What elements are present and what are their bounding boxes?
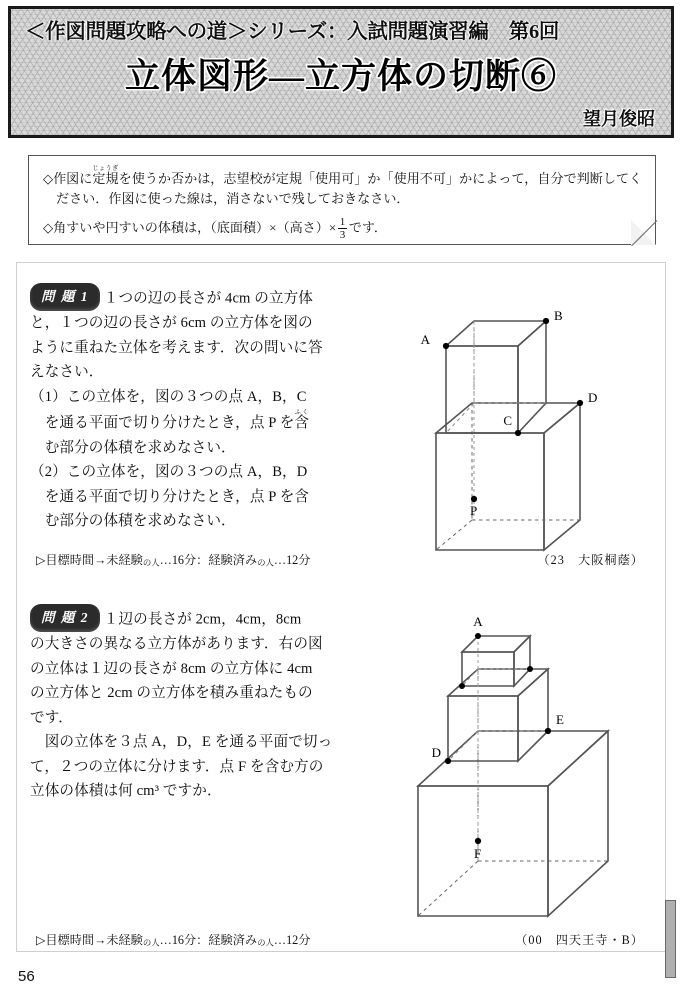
vertex-b-dot — [543, 318, 549, 324]
target-time-mid: …16分：経験済み — [159, 553, 258, 567]
problem-2-source: （00 四天王寺・B） — [515, 933, 644, 947]
figure-2-label-d: D — [431, 745, 441, 760]
author-name: 望月俊昭 — [583, 109, 655, 129]
vertex-d-dot — [577, 400, 583, 406]
problem-1-sub-2-number: （2） — [30, 464, 67, 481]
page-number: 56 — [18, 968, 35, 985]
problem-1-sub-1-body — [67, 385, 382, 410]
ruby-base: 定規 — [92, 171, 119, 186]
bottom-cube-front-face — [436, 433, 544, 550]
problem-1-block — [30, 283, 382, 534]
notice-text-pre: ◇作図に — [43, 171, 93, 186]
target-time-label: ▷目標時間→未経験 — [36, 933, 143, 947]
vertex-e-dot — [545, 728, 551, 734]
problem-1-target-time — [36, 551, 310, 569]
figure-1-label-d: D — [588, 390, 598, 405]
fraction-denominator: 3 — [339, 228, 346, 241]
problem-2-intro-line-1 — [30, 604, 386, 632]
problem-1-sub-2-line-2-text: を通る平面で切り分けたとき，点 P を含 — [44, 488, 310, 505]
problem-1-sub-1-line-3-text: む部分の体積を求めなさい． — [44, 439, 236, 456]
problem-2-target-time — [36, 931, 310, 949]
problem-2-line-6: 図の立体を３点 A，D，E を通る平面で切っ — [30, 734, 333, 751]
problem-1-badge: 問 題 1 — [30, 283, 100, 311]
problem-2-line-3: の立体は１辺の長さが 8cm の立方体に 4cm — [30, 660, 313, 677]
vertex-f-dot — [475, 838, 481, 844]
big-cube-front-face — [418, 786, 548, 916]
figure-1-label-p: P — [470, 503, 478, 518]
target-time-end: …12分 — [273, 553, 311, 567]
fraction-one-third — [338, 217, 348, 241]
problem-1-line-2: と，１つの辺の長さが 6cm の立方体を図の — [30, 315, 313, 332]
problem-1-sub-1-line-2-pre: を通る平面で切り分けたとき，点 P を — [44, 415, 295, 432]
problem-1-sub-2 — [30, 460, 382, 485]
vertex-a-dot — [475, 633, 481, 639]
notice-bullet-1-line-1 — [43, 165, 641, 189]
problem-1-sub-2-line-1: この立体を，図の３つの点 A，B，D — [66, 464, 308, 481]
problem-1-line-4: えなさい． — [30, 364, 104, 381]
scrollbar-thumb[interactable] — [665, 900, 676, 978]
problem-1-line-1: １つの辺の長さが 4cm の立方体 — [103, 290, 313, 307]
figure-2-svg — [396, 604, 668, 926]
problem-2-meta-row — [36, 931, 644, 949]
vertex-c-dot — [515, 430, 521, 436]
problem-1-sub-1 — [30, 385, 382, 410]
small-cube-top-face — [462, 636, 530, 652]
notice-bullet-1-line-2: ださい．作図に使った線は，消さないで残しておきなさい． — [56, 191, 410, 207]
big-cube-hidden-back-left — [418, 861, 478, 916]
problem-2-line-2: の大きさの異なる立方体があります．右の図 — [30, 636, 323, 653]
ruby-text: じょうぎ — [92, 165, 119, 172]
vertex-p-dot — [471, 496, 477, 502]
mid-cube-front-face — [448, 696, 518, 761]
bottom-cube-hidden-back-bottom-left — [436, 520, 472, 550]
problem-1-sub-1-number: （1） — [30, 388, 67, 405]
figure-2-label-e: E — [556, 712, 564, 727]
figure-1-label-a: A — [420, 332, 430, 347]
problem-2-block — [30, 604, 386, 804]
ruby-text: ふく — [294, 409, 310, 417]
target-time-mid: …16分：経験済み — [159, 933, 258, 947]
fraction-numerator: 1 — [339, 215, 346, 228]
top-cube-right-face — [518, 321, 546, 433]
problem-1-sub-2-body — [67, 460, 382, 485]
problem-1-sub-2-line-3 — [30, 509, 382, 534]
problem-2-line-4: の立方体と 2cm の立方体を積み重ねたもの — [30, 685, 313, 702]
problem-1-sub-1-line-3 — [30, 436, 382, 461]
problem-2-line-7: て，２つの立体に分けます．点 F を含む方の — [30, 758, 324, 775]
problem-2-badge: 問 題 2 — [30, 604, 100, 632]
target-time-sub-2: の人 — [257, 558, 274, 568]
big-cube-right-face — [548, 731, 608, 916]
notice-bullet-2 — [43, 217, 641, 241]
problem-2-line-8: 立体の体積は何 cm³ ですか． — [30, 783, 222, 800]
target-time-label: ▷目標時間→未経験 — [36, 553, 143, 567]
small-cube-right-face — [514, 636, 530, 686]
problem-2-line-1: １辺の長さが 2cm，4cm，8cm — [103, 611, 302, 628]
page-title: 立体図形―立方体の切断⑥ — [124, 57, 557, 96]
problem-1-sub-2-line-3-text: む部分の体積を求めなさい． — [44, 513, 236, 530]
ruby-base: 含 — [294, 415, 310, 432]
mid-cube-right-face — [518, 669, 548, 761]
header-banner — [8, 6, 674, 138]
problem-1-sub-1-line-2 — [30, 409, 382, 436]
bottom-cube-right-face — [544, 403, 580, 550]
notice-formula-post: です． — [348, 220, 387, 236]
ruby-jougi — [92, 165, 119, 186]
figure-1-label-b: B — [554, 308, 563, 323]
target-time-sub-1: の人 — [142, 938, 160, 948]
target-time-sub-1: の人 — [142, 558, 160, 568]
problem-1-text — [30, 283, 382, 534]
target-time-sub-2: の人 — [257, 938, 274, 948]
series-title: ＜作図問題攻略への道＞シリーズ：入試問題演習編 第6回 — [25, 21, 560, 43]
problem-1-sub-1-line-1: この立体を，図の３つの点 A，B，C — [66, 388, 307, 405]
ruby-fuku — [294, 409, 310, 432]
vertex-a-dot — [443, 343, 449, 349]
problem-1-source: （23 大阪桐蔭） — [537, 553, 644, 567]
problem-2-line-5: です． — [30, 709, 73, 726]
vertex-small-cube-front-dot — [459, 683, 465, 689]
figure-1-label-c: C — [503, 413, 512, 428]
problem-2-text — [30, 604, 386, 804]
vertex-small-cube-corner-dot — [527, 666, 533, 672]
figure-2-three-stacked-cubes — [396, 604, 668, 931]
figure-1-stacked-cubes — [404, 288, 656, 561]
problem-1-line-3: ように重ねた立体を考えます．次の問いに答 — [30, 339, 323, 356]
vertex-d-dot — [445, 758, 451, 764]
figure-2-label-a: A — [473, 614, 483, 629]
notice-box — [28, 155, 656, 245]
figure-2-label-f: F — [474, 846, 482, 861]
notice-text-post: を使うか否かは，志望校が定規「使用可」か「使用不可」かによって，自分で判断してく — [118, 171, 643, 186]
problem-1-sub-2-line-2 — [30, 485, 382, 510]
top-cube-hidden-back-left — [446, 403, 474, 433]
notice-formula-pre: ◇角すいや円すいの体積は，（底面積）×（高さ）× — [43, 220, 337, 236]
target-time-end: …12分 — [273, 933, 311, 947]
figure-1-svg — [404, 288, 656, 556]
problem-1-intro-line-1 — [30, 283, 382, 311]
